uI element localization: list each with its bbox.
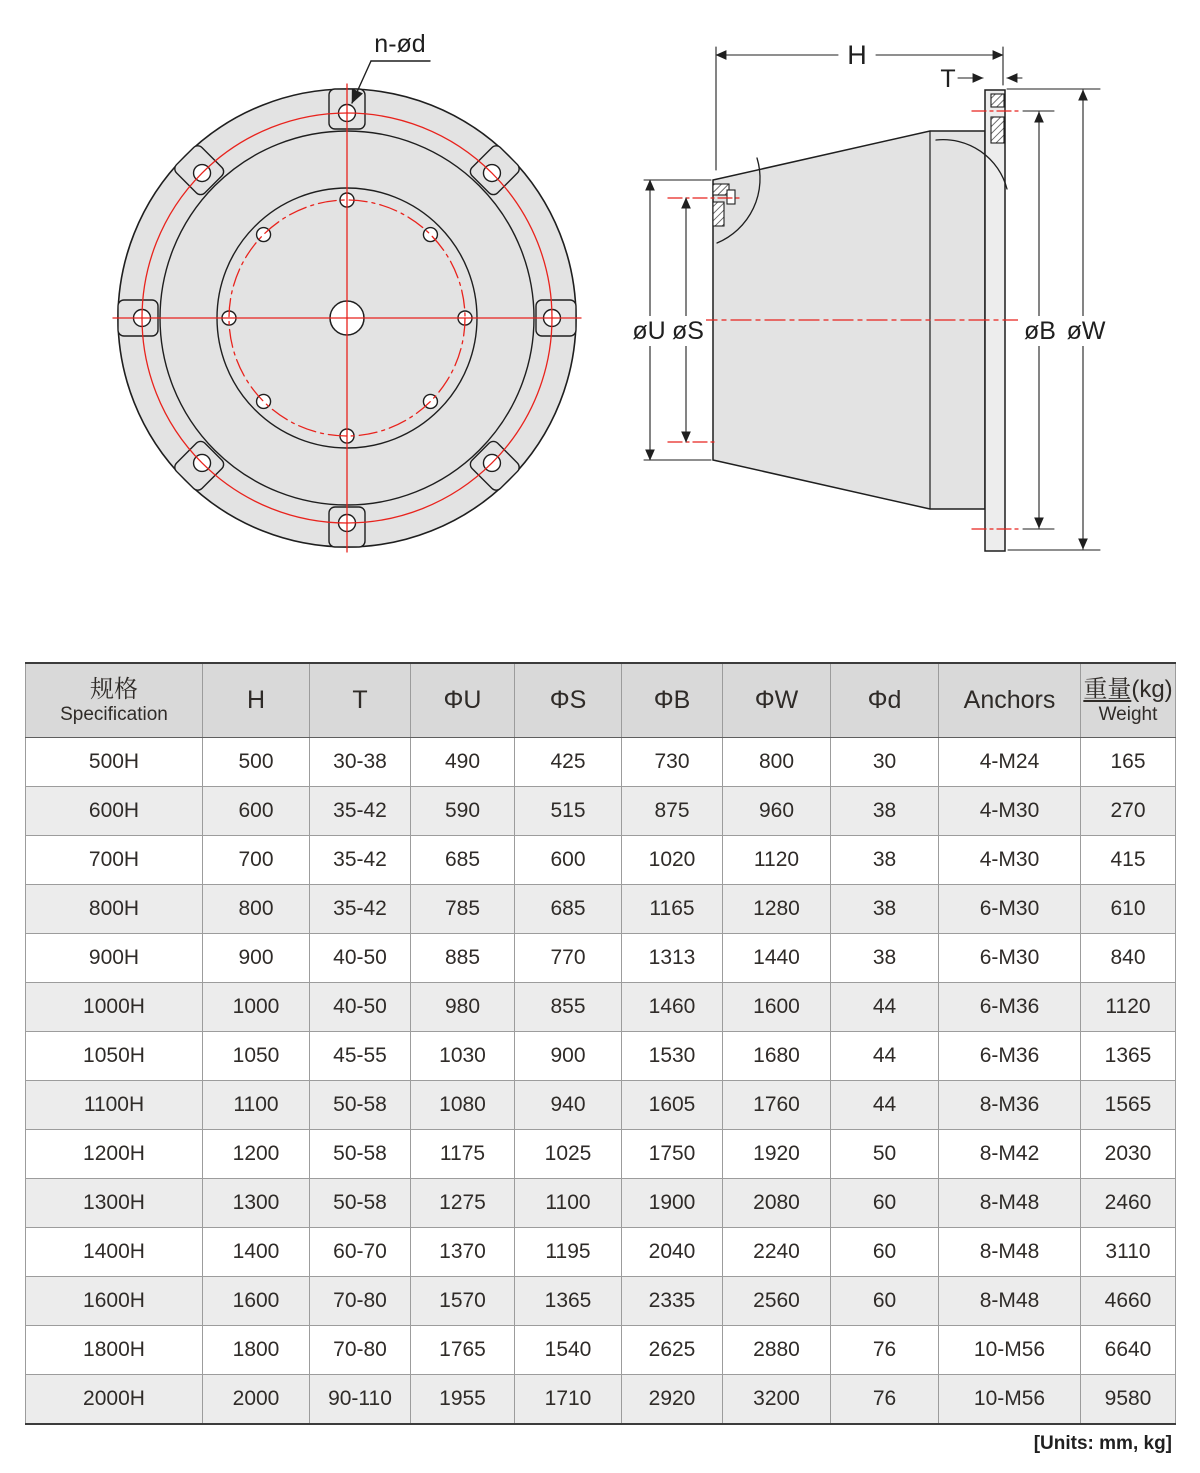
table-cell: 1000H — [26, 983, 203, 1032]
table-cell: 35-42 — [310, 885, 411, 934]
table-cell: 2560 — [723, 1277, 831, 1326]
table-cell: 2000 — [203, 1375, 310, 1425]
table-cell: 1750 — [622, 1130, 723, 1179]
table-cell: 2030 — [1081, 1130, 1176, 1179]
table-cell: 600 — [515, 836, 622, 885]
table-cell: 900H — [26, 934, 203, 983]
table-cell: 500H — [26, 738, 203, 787]
table-cell: 38 — [831, 934, 939, 983]
table-cell: 1050H — [26, 1032, 203, 1081]
table-cell: 1030 — [411, 1032, 515, 1081]
flange-anchor-bolt — [991, 94, 1004, 143]
table-cell: 1440 — [723, 934, 831, 983]
table-cell: 50-58 — [310, 1179, 411, 1228]
table-cell: 6-M30 — [939, 885, 1081, 934]
table-cell: 1200H — [26, 1130, 203, 1179]
table-cell: 1120 — [1081, 983, 1176, 1032]
table-row — [26, 1277, 1176, 1326]
table-cell: 1080 — [411, 1081, 515, 1130]
col-header-phi-u: ΦU — [411, 663, 515, 738]
table-cell: 685 — [411, 836, 515, 885]
table-cell: 1020 — [622, 836, 723, 885]
table-cell: 50-58 — [310, 1081, 411, 1130]
table-cell: 3110 — [1081, 1228, 1176, 1277]
table-cell: 2625 — [622, 1326, 723, 1375]
table-cell: 1920 — [723, 1130, 831, 1179]
table-cell: 2000H — [26, 1375, 203, 1425]
table-cell: 4-M30 — [939, 787, 1081, 836]
table-row — [26, 787, 1176, 836]
table-cell: 35-42 — [310, 787, 411, 836]
table-cell: 1600H — [26, 1277, 203, 1326]
table-row — [26, 836, 1176, 885]
table-cell: 50-58 — [310, 1130, 411, 1179]
table-cell: 1600 — [723, 983, 831, 1032]
table-cell: 6-M36 — [939, 983, 1081, 1032]
table-cell: 1120 — [723, 836, 831, 885]
table-cell: 700H — [26, 836, 203, 885]
side-view — [630, 40, 1107, 551]
table-row — [26, 1179, 1176, 1228]
specification-table — [25, 662, 1176, 1425]
table-cell: 8-M36 — [939, 1081, 1081, 1130]
table-cell: 1760 — [723, 1081, 831, 1130]
table-cell: 270 — [1081, 787, 1176, 836]
table-cell: 1400 — [203, 1228, 310, 1277]
table-cell: 9580 — [1081, 1375, 1176, 1425]
table-cell: 2040 — [622, 1228, 723, 1277]
table-cell: 1100H — [26, 1081, 203, 1130]
table-cell: 1370 — [411, 1228, 515, 1277]
table-cell: 30 — [831, 738, 939, 787]
table-cell: 1100 — [515, 1179, 622, 1228]
table-row — [26, 1081, 1176, 1130]
table-cell: 50 — [831, 1130, 939, 1179]
table-cell: 8-M42 — [939, 1130, 1081, 1179]
table-cell: 855 — [515, 983, 622, 1032]
table-cell: 2240 — [723, 1228, 831, 1277]
table-cell: 6-M30 — [939, 934, 1081, 983]
table-cell: 770 — [515, 934, 622, 983]
table-cell: 2880 — [723, 1326, 831, 1375]
table-cell: 885 — [411, 934, 515, 983]
table-cell: 60 — [831, 1179, 939, 1228]
front-view — [113, 30, 581, 552]
spec-header-cn: 规格 — [90, 675, 138, 703]
table-cell: 4-M30 — [939, 836, 1081, 885]
table-body — [26, 738, 1176, 1425]
table-cell: 30-38 — [310, 738, 411, 787]
table-cell: 38 — [831, 836, 939, 885]
table-row — [26, 934, 1176, 983]
technical-drawings — [0, 0, 1200, 648]
table-cell: 800 — [723, 738, 831, 787]
table-cell: 1365 — [515, 1277, 622, 1326]
dim-h-label: H — [847, 40, 867, 70]
table-cell: 3200 — [723, 1375, 831, 1425]
table-cell: 900 — [515, 1032, 622, 1081]
col-header-h: H — [203, 663, 310, 738]
table-row — [26, 1032, 1176, 1081]
table-cell: 490 — [411, 738, 515, 787]
table-cell: 1313 — [622, 934, 723, 983]
table-cell: 785 — [411, 885, 515, 934]
table-row — [26, 1375, 1176, 1425]
table-cell: 1900 — [622, 1179, 723, 1228]
table-cell: 700 — [203, 836, 310, 885]
table-cell: 76 — [831, 1375, 939, 1425]
table-cell: 960 — [723, 787, 831, 836]
table-cell: 1175 — [411, 1130, 515, 1179]
table-cell: 44 — [831, 1032, 939, 1081]
table-row — [26, 1130, 1176, 1179]
table-cell: 40-50 — [310, 934, 411, 983]
table-cell: 8-M48 — [939, 1179, 1081, 1228]
col-header-anchors: Anchors — [939, 663, 1081, 738]
dim-w-label: øW — [1066, 317, 1106, 345]
table-cell: 1460 — [622, 983, 723, 1032]
table-cell: 4660 — [1081, 1277, 1176, 1326]
table-cell: 875 — [622, 787, 723, 836]
table-cell: 590 — [411, 787, 515, 836]
weight-header-cn: 重量 — [1083, 675, 1132, 703]
table-cell: 38 — [831, 787, 939, 836]
table-cell: 35-42 — [310, 836, 411, 885]
table-cell: 60-70 — [310, 1228, 411, 1277]
table-cell: 1280 — [723, 885, 831, 934]
spec-header-en: Specification — [60, 703, 168, 725]
table-cell: 425 — [515, 738, 622, 787]
table-cell: 4-M24 — [939, 738, 1081, 787]
dim-u-label: øU — [632, 317, 666, 345]
table-cell: 6-M36 — [939, 1032, 1081, 1081]
table-cell: 2460 — [1081, 1179, 1176, 1228]
col-header-specification — [26, 663, 203, 738]
col-header-phi-w: ΦW — [723, 663, 831, 738]
table-cell: 515 — [515, 787, 622, 836]
dim-t-label: T — [940, 65, 956, 93]
weight-header-en: Weight — [1098, 703, 1158, 725]
table-row — [26, 738, 1176, 787]
table-cell: 2920 — [622, 1375, 723, 1425]
table-cell: 1365 — [1081, 1032, 1176, 1081]
table-cell: 1710 — [515, 1375, 622, 1425]
table-cell: 165 — [1081, 738, 1176, 787]
col-header-weight — [1081, 663, 1176, 738]
table-cell: 600 — [203, 787, 310, 836]
table-cell: 1195 — [515, 1228, 622, 1277]
col-header-phi-d: Φd — [831, 663, 939, 738]
table-cell: 70-80 — [310, 1277, 411, 1326]
table-cell: 10-M56 — [939, 1326, 1081, 1375]
units-note: [Units: mm, kg] — [1033, 1433, 1172, 1454]
table-cell: 415 — [1081, 836, 1176, 885]
table-cell: 6640 — [1081, 1326, 1176, 1375]
table-cell: 840 — [1081, 934, 1176, 983]
table-cell: 1165 — [622, 885, 723, 934]
table-cell: 45-55 — [310, 1032, 411, 1081]
table-cell: 8-M48 — [939, 1228, 1081, 1277]
table-row — [26, 983, 1176, 1032]
table-cell: 60 — [831, 1228, 939, 1277]
table-cell: 610 — [1081, 885, 1176, 934]
table-cell: 44 — [831, 983, 939, 1032]
table-cell: 1300H — [26, 1179, 203, 1228]
table-cell: 1680 — [723, 1032, 831, 1081]
table-cell: 76 — [831, 1326, 939, 1375]
table-cell: 10-M56 — [939, 1375, 1081, 1425]
table-cell: 1540 — [515, 1326, 622, 1375]
table-cell: 1565 — [1081, 1081, 1176, 1130]
table-cell: 980 — [411, 983, 515, 1032]
table-cell: 1800H — [26, 1326, 203, 1375]
table-cell: 1050 — [203, 1032, 310, 1081]
table-cell: 1765 — [411, 1326, 515, 1375]
table-cell: 1100 — [203, 1081, 310, 1130]
table-cell: 800H — [26, 885, 203, 934]
table-cell: 600H — [26, 787, 203, 836]
dim-b-label: øB — [1024, 317, 1056, 345]
table-cell: 2335 — [622, 1277, 723, 1326]
table-cell: 730 — [622, 738, 723, 787]
table-cell: 40-50 — [310, 983, 411, 1032]
table-cell: 900 — [203, 934, 310, 983]
table-cell: 60 — [831, 1277, 939, 1326]
table-cell: 1530 — [622, 1032, 723, 1081]
table-row — [26, 1326, 1176, 1375]
dim-s-label: øS — [672, 317, 704, 345]
table-cell: 90-110 — [310, 1375, 411, 1425]
col-header-phi-b: ΦB — [622, 663, 723, 738]
table-cell: 44 — [831, 1081, 939, 1130]
table-cell: 800 — [203, 885, 310, 934]
table-cell: 685 — [515, 885, 622, 934]
table-cell: 1200 — [203, 1130, 310, 1179]
table-cell: 1025 — [515, 1130, 622, 1179]
table-cell: 70-80 — [310, 1326, 411, 1375]
table-cell: 500 — [203, 738, 310, 787]
table-cell: 1600 — [203, 1277, 310, 1326]
table-row — [26, 1228, 1176, 1277]
table-cell: 2080 — [723, 1179, 831, 1228]
table-cell: 1800 — [203, 1326, 310, 1375]
table-cell: 1570 — [411, 1277, 515, 1326]
bolt-callout-label: n-ød — [374, 30, 426, 58]
table-cell: 8-M48 — [939, 1277, 1081, 1326]
weight-header-unit: (kg) — [1131, 675, 1173, 703]
table-cell: 1000 — [203, 983, 310, 1032]
table-cell: 1605 — [622, 1081, 723, 1130]
table-cell: 38 — [831, 885, 939, 934]
col-header-phi-s: ΦS — [515, 663, 622, 738]
col-header-t: T — [310, 663, 411, 738]
table-header-row — [26, 663, 1176, 738]
table-cell: 1300 — [203, 1179, 310, 1228]
table-cell: 1275 — [411, 1179, 515, 1228]
table-cell: 1400H — [26, 1228, 203, 1277]
table-cell: 940 — [515, 1081, 622, 1130]
table-cell: 1955 — [411, 1375, 515, 1425]
table-row — [26, 885, 1176, 934]
